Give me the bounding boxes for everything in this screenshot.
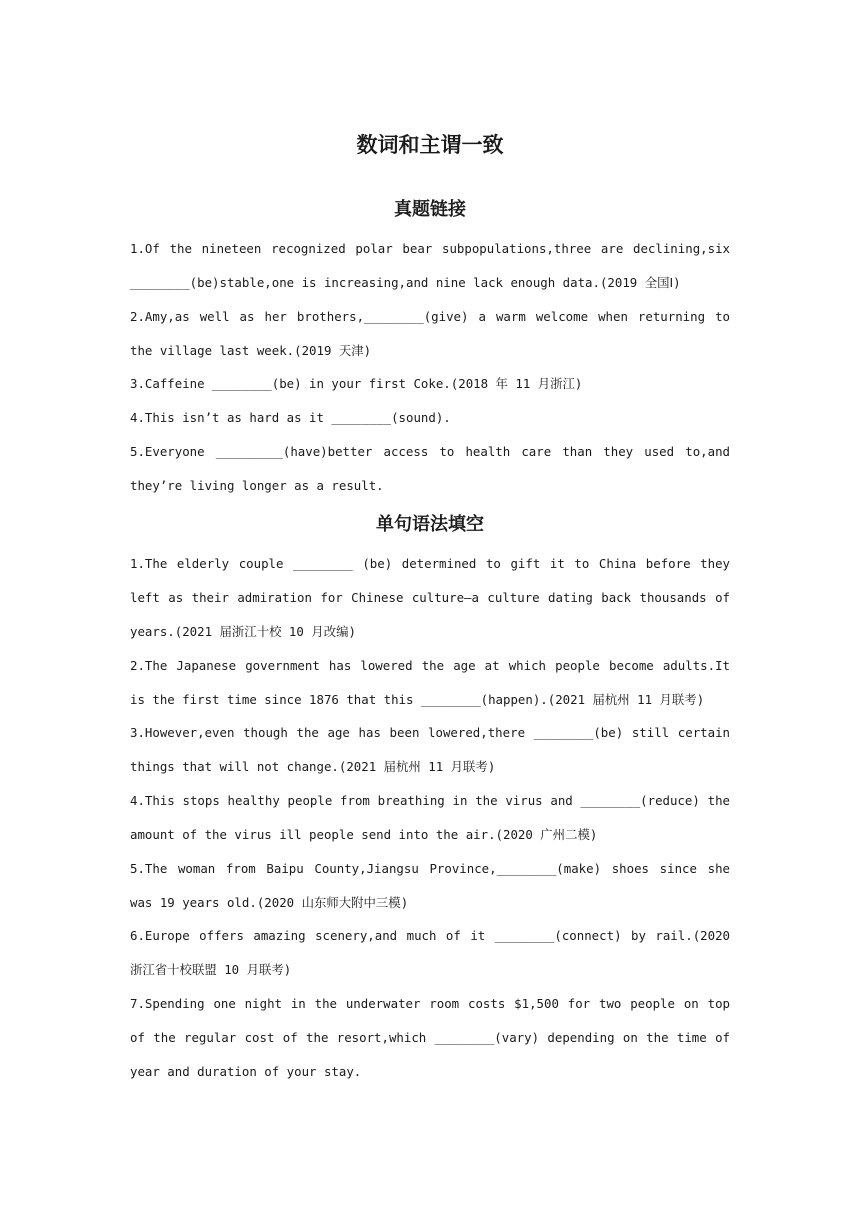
question-item: 2.The Japanese government has lowered the age at which people become adults.It is the first time since 1876 that this ________(happen).(2021 届杭州 11 月联考) (130, 658, 738, 707)
question-item: 1.Of the nineteen recognized polar bear subpopulations,three are declining,six ________(be)stable,one is increasing,and nine lack enough data.(2019 全国Ⅰ) (130, 241, 738, 290)
question-item: 4.This isn’t as hard as it ________(sound). (130, 410, 451, 425)
question-item: 2.Amy,as well as her brothers,________(give) a warm welcome when returning to the village last week.(2019 天津) (130, 309, 738, 358)
question-item: 7.Spending one night in the underwater room costs $1,500 for two people on top of the regular cost of the resort,which ________(vary) depending on the time of year and duration of your stay. (130, 996, 738, 1079)
question-item: 3.Caffeine ________(be) in your first Coke.(2018 年 11 月浙江) (130, 376, 583, 391)
question-item: 5.The woman from Baipu County,Jiangsu Province,________(make) shoes since she was 19 years old.(2020 山东师大附中三模) (130, 861, 738, 910)
document-title: 数词和主谓一致 (356, 133, 504, 157)
question-item: 5.Everyone _________(have)better access to health care than they used to,and they’re living longer as a result. (130, 444, 738, 493)
question-item: 3.However,even though the age has been lowered,there ________(be) still certain things that will not change.(2021 届杭州 11 月联考) (130, 725, 738, 774)
section-heading-real-questions: 真题链接 (394, 199, 466, 220)
question-item: 6.Europe offers amazing scenery,and much of it ________(connect) by rail.(2020 浙江省十校联盟 10 月联考) (130, 928, 738, 977)
question-item: 4.This stops healthy people from breathing in the virus and ________(reduce) the amount of the virus ill people send into the air.(2020 广州二模) (130, 793, 738, 842)
section-heading-grammar-fill: 单句语法填空 (376, 514, 484, 535)
question-item: 1.The elderly couple ________ (be) determined to gift it to China before they left as their admiration for Chinese culture—a culture dating back thousands of years.(2021 届浙江十校 10 月改编) (130, 556, 738, 639)
